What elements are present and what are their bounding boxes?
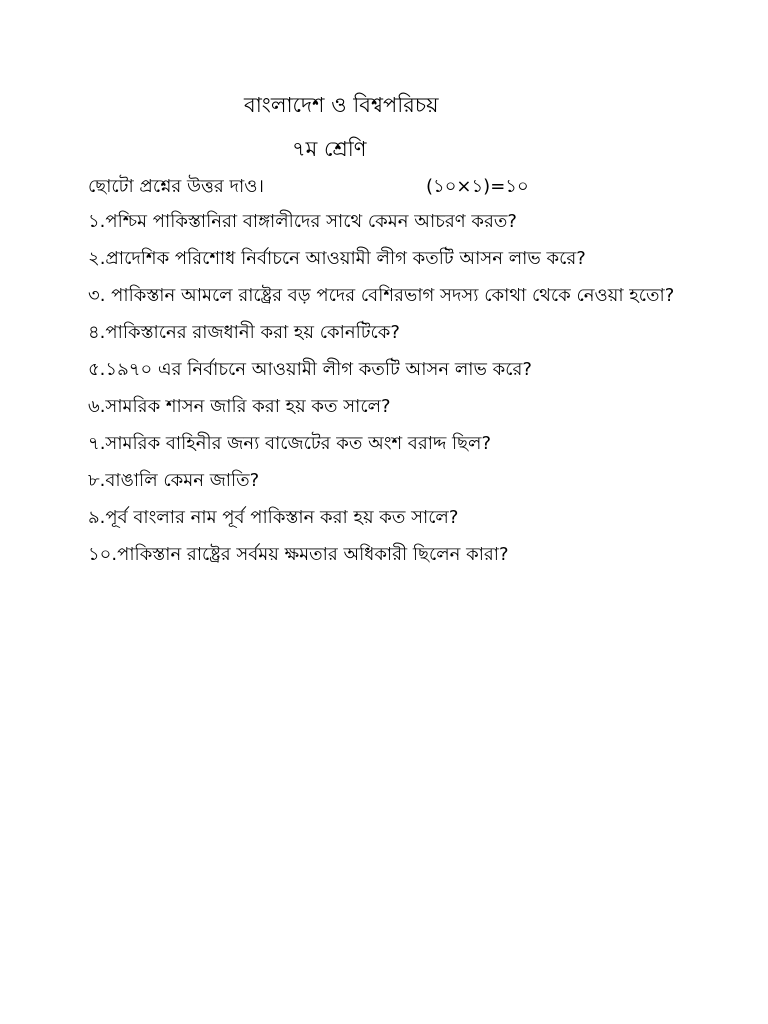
question-item: ৪.পাকিস্তানের রাজধানী করা হয় কোনটিকে?: [88, 322, 400, 343]
question-item: ৯.পূর্ব বাংলার নাম পূর্ব পাকিস্তান করা হয় কত সালে?: [88, 507, 459, 528]
marks-label: (১০×১)=১০: [426, 176, 529, 197]
question-item: ৮.বাঙালি কেমন জাতি?: [88, 470, 260, 491]
class-label: ৭ম শ্রেণি: [292, 137, 367, 161]
question-item: ৬.সামরিক শাসন জারি করা হয় কত সালে?: [88, 396, 391, 417]
question-item: ৭.সামরিক বাহিনীর জন্য বাজেটের কত অংশ বরাদ্দ ছিল?: [88, 433, 492, 454]
question-item: ১.পশ্চিম পাকিস্তানিরা বাঙ্গালীদের সাথে কেমন আচরণ করত?: [88, 211, 517, 232]
question-item: ২.প্রাদেশিক পরিশোধ নির্বাচনে আওয়ামী লীগ কতটি আসন লাভ করে?: [88, 248, 586, 269]
question-item: ৫.১৯৭০ এর নির্বাচনে আওয়ামী লীগ কতটি আসন লাভ করে?: [88, 359, 532, 380]
question-item: ১০.পাকিস্তান রাষ্ট্রের সর্বময় ক্ষমতার অধিকারী ছিলেন কারা?: [88, 544, 509, 565]
instruction-text: ছোটো প্রশ্নের উত্তর দাও।: [88, 176, 264, 197]
question-list: [88, 208, 678, 578]
subject-title: বাংলাদেশ ও বিশ্বপরিচয়: [244, 93, 439, 117]
question-item: ৩. পাকিস্তান আমলে রাষ্ট্রের বড় পদের বেশিরভাগ সদস্য কোথা থেকে নেওয়া হতো?: [88, 285, 675, 306]
